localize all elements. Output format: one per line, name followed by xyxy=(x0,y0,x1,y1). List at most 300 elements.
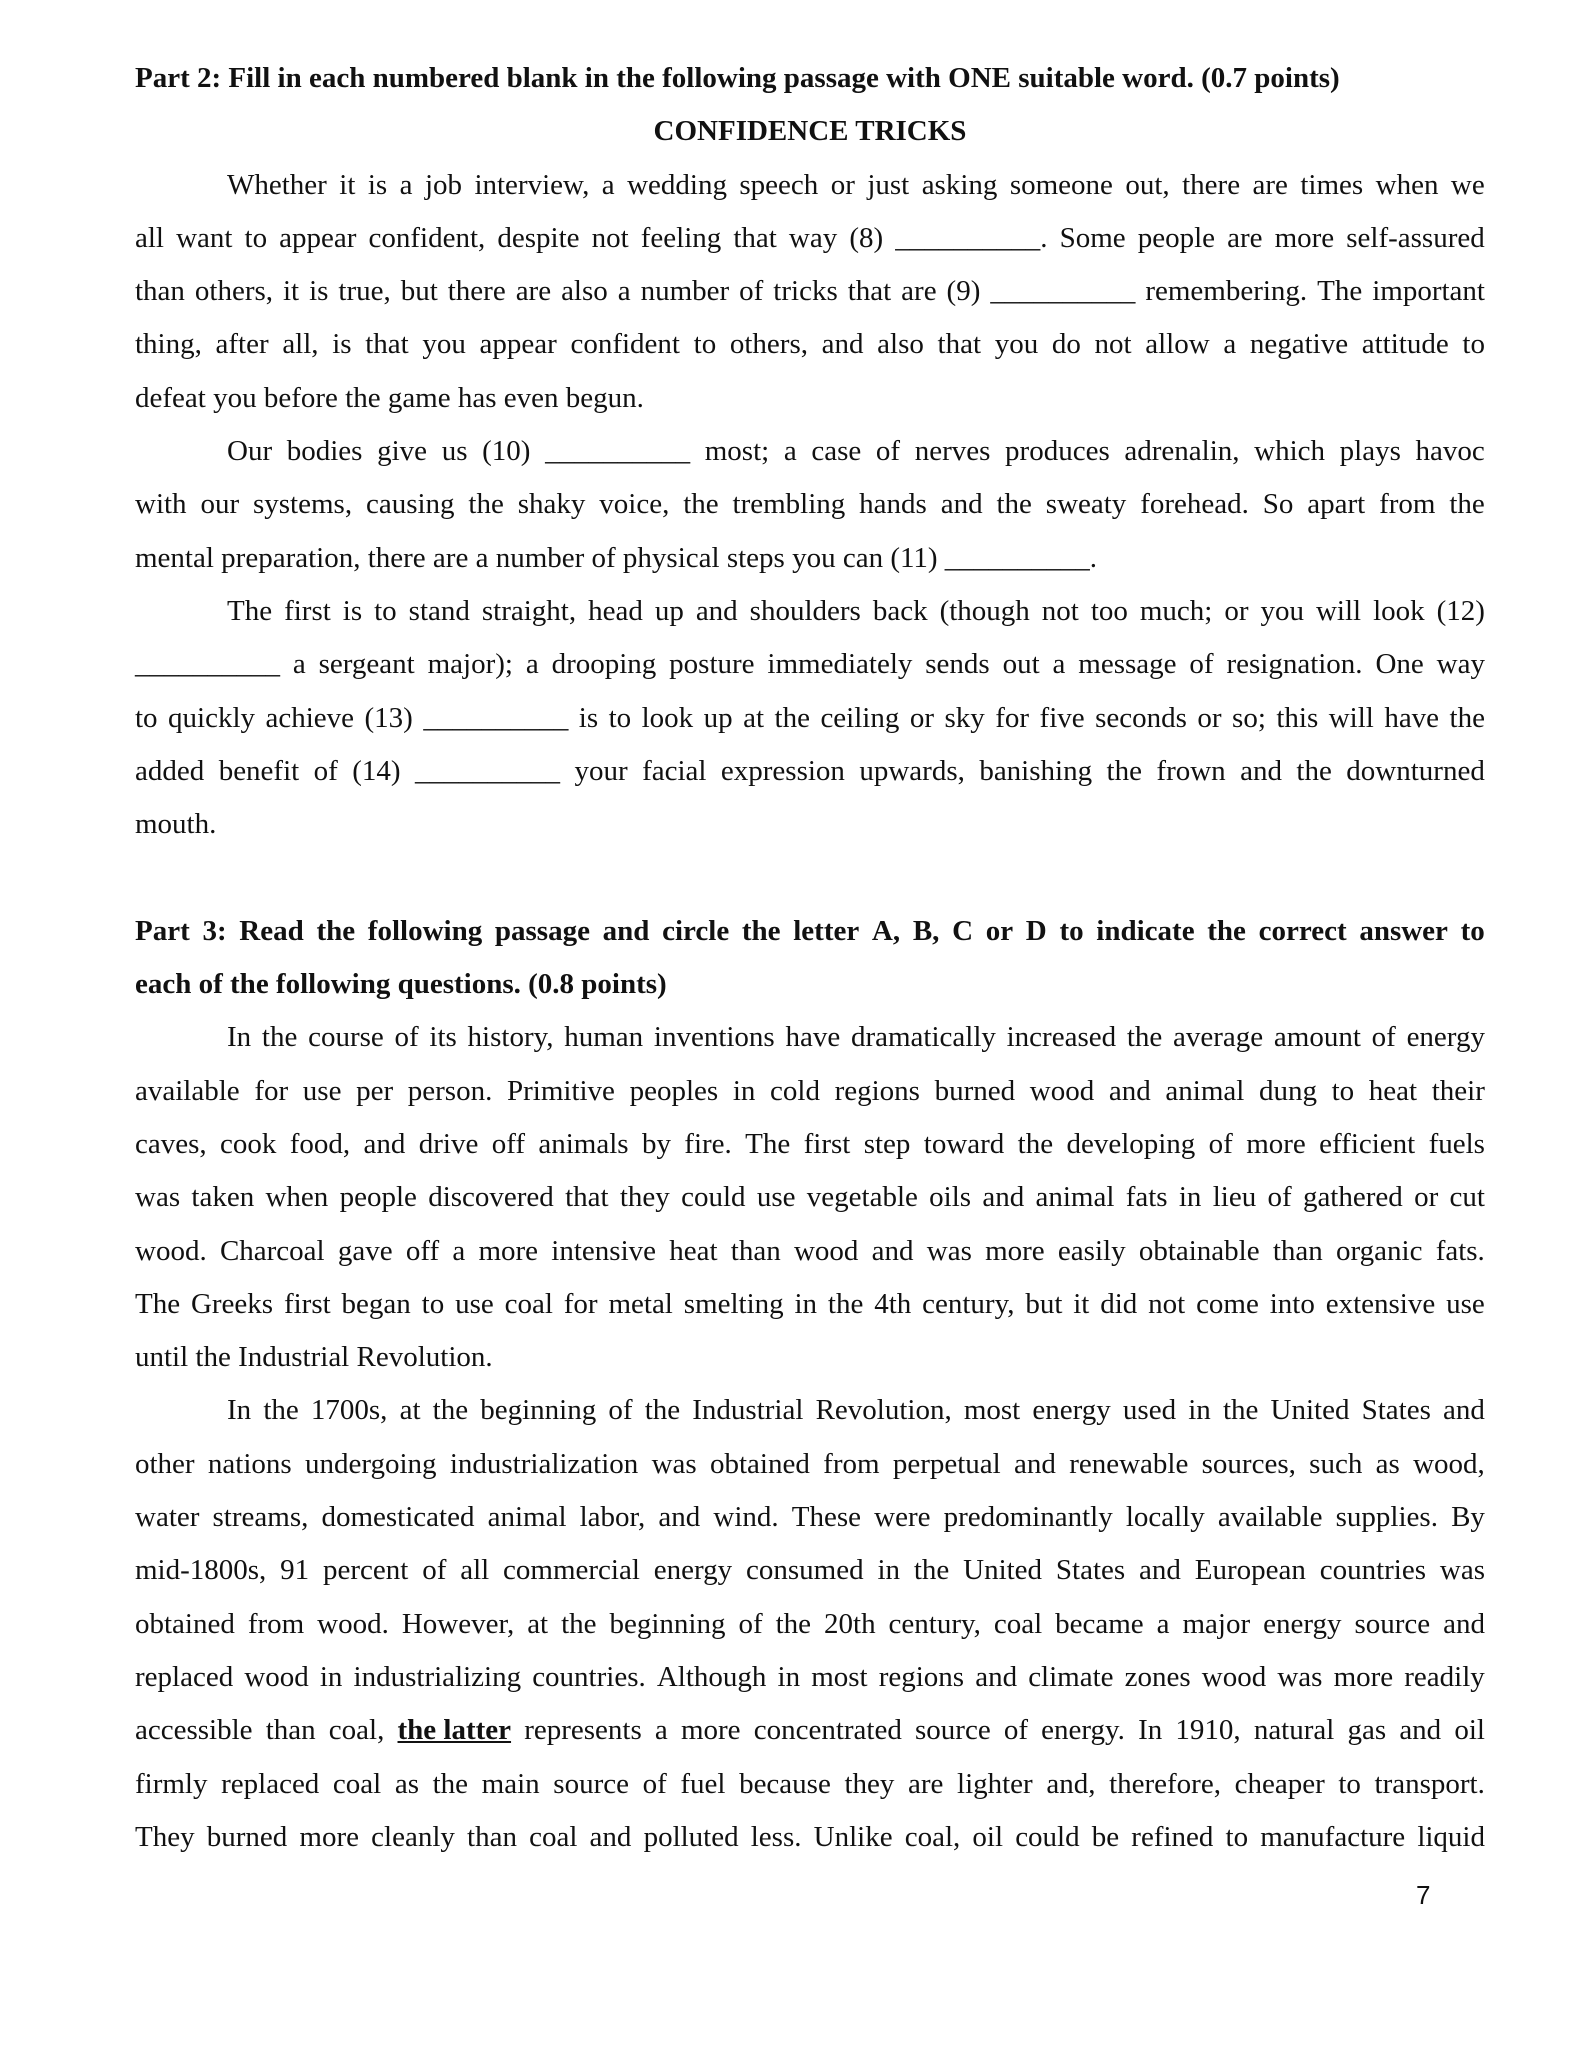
word: vegetable xyxy=(806,1181,918,1214)
word: a xyxy=(525,648,539,681)
word: 1910, xyxy=(1175,1714,1241,1747)
word: in xyxy=(877,1554,900,1587)
word: renewable xyxy=(1069,1447,1189,1480)
word: is xyxy=(578,701,599,734)
word: (12) xyxy=(1436,594,1485,627)
word: more xyxy=(985,1234,1045,1267)
word: than xyxy=(135,275,185,308)
word: So xyxy=(1262,488,1294,521)
word: than xyxy=(265,1714,316,1747)
text-line xyxy=(135,1811,1485,1864)
word: important xyxy=(1372,275,1485,308)
word: was xyxy=(926,1234,972,1267)
word: major xyxy=(1182,1607,1251,1640)
word: for xyxy=(254,1074,289,1107)
word: back xyxy=(872,594,928,627)
word: all, xyxy=(282,328,319,361)
word: cheaper xyxy=(1234,1767,1325,1800)
word: source xyxy=(915,1714,991,1747)
word: want xyxy=(176,221,233,254)
word: main xyxy=(481,1767,540,1800)
word: countries. xyxy=(532,1660,646,1693)
word: your xyxy=(574,754,628,787)
word: frown xyxy=(1156,754,1226,787)
word: __________ xyxy=(135,648,280,681)
word: so; xyxy=(1232,701,1266,734)
word: people xyxy=(339,1181,417,1214)
word: intensive xyxy=(551,1234,656,1267)
underlined-term: the latter xyxy=(397,1714,512,1747)
word: use xyxy=(1446,1287,1485,1320)
word: cleanly xyxy=(371,1820,455,1853)
part3-passage xyxy=(135,1011,1485,1864)
text-line xyxy=(135,478,1485,531)
word: negative xyxy=(1249,328,1349,361)
word: and, xyxy=(1046,1767,1096,1800)
word: after xyxy=(215,328,269,361)
word: cook xyxy=(220,1127,277,1160)
word: forehead. xyxy=(1140,488,1249,521)
word: also xyxy=(561,275,608,308)
word: mental preparation, there are a number of physical steps you can (11) __________. xyxy=(135,541,1098,574)
word: have xyxy=(1384,701,1440,734)
word: course xyxy=(308,1021,384,1054)
word: way xyxy=(1436,648,1485,681)
word: of xyxy=(1003,1714,1029,1747)
word: confident, xyxy=(368,221,486,254)
word: appear xyxy=(279,221,357,254)
word: The xyxy=(1317,275,1363,308)
word: polluted xyxy=(643,1820,739,1853)
word: all xyxy=(460,1554,490,1587)
word: all xyxy=(135,221,164,254)
word: C xyxy=(952,914,974,947)
word: expression xyxy=(720,754,845,787)
word: most xyxy=(811,1660,868,1693)
word: systems, xyxy=(252,488,353,521)
word: plays xyxy=(1339,435,1401,468)
word: the xyxy=(913,1554,950,1587)
text-line xyxy=(135,318,1485,371)
word: self-assured xyxy=(1346,221,1485,254)
word: for xyxy=(995,701,1030,734)
word: __________. xyxy=(895,221,1048,254)
word: benefit xyxy=(218,754,300,787)
word: do xyxy=(1051,328,1081,361)
word: regions xyxy=(834,1074,920,1107)
word: transport. xyxy=(1374,1767,1485,1800)
text-line xyxy=(135,585,1485,638)
word: sky xyxy=(944,701,985,734)
word: smelting xyxy=(683,1287,784,1320)
word: nerves xyxy=(914,435,991,468)
word: coal xyxy=(504,1287,553,1320)
word: (though xyxy=(939,594,1030,627)
word: energy xyxy=(1263,1607,1342,1640)
word: Unlike xyxy=(813,1820,893,1853)
word: other xyxy=(135,1447,195,1480)
word: drive xyxy=(418,1127,479,1160)
word: immediately xyxy=(767,648,913,681)
word: oil xyxy=(972,1820,1004,1853)
word: mid-1800s, xyxy=(135,1554,267,1587)
word: represents xyxy=(524,1714,642,1747)
word: shoulders xyxy=(749,594,861,627)
word: passage xyxy=(494,914,590,947)
word: the xyxy=(1449,701,1485,734)
word: easily xyxy=(1057,1234,1126,1267)
word: obtainable xyxy=(1138,1234,1260,1267)
word: fuel xyxy=(680,1767,726,1800)
word: replaced xyxy=(221,1767,320,1800)
word: bodies xyxy=(286,435,363,468)
word: the xyxy=(432,1394,469,1427)
word: or xyxy=(909,701,934,734)
word: way xyxy=(788,221,838,254)
part3-heading-line-2: each of the following questions. (0.8 points) xyxy=(135,968,667,1001)
word: sends xyxy=(925,648,990,681)
word: industrializing xyxy=(353,1660,522,1693)
word: in xyxy=(1178,1181,1202,1214)
word: firmly xyxy=(135,1767,208,1800)
word: just xyxy=(867,168,910,201)
part2-passage xyxy=(135,159,1485,852)
word: beginning xyxy=(480,1394,597,1427)
word: than xyxy=(730,1234,781,1267)
word: more xyxy=(1333,1660,1394,1693)
word: this xyxy=(1276,701,1319,734)
word: or xyxy=(1414,1181,1439,1214)
word: and xyxy=(975,1660,1018,1693)
word: discovered xyxy=(428,1181,554,1214)
word: a xyxy=(1156,1607,1170,1640)
word: and xyxy=(602,914,650,947)
word: is xyxy=(367,168,388,201)
word: are xyxy=(901,275,937,308)
word: or xyxy=(830,168,855,201)
word: inventions xyxy=(653,1021,775,1054)
word: animals xyxy=(538,1127,629,1160)
word: dramatically xyxy=(850,1021,996,1054)
word: The xyxy=(135,1287,181,1320)
text-line xyxy=(135,1118,1485,1171)
word: to xyxy=(374,594,397,627)
word: extensive xyxy=(1325,1287,1436,1320)
word: for xyxy=(563,1287,598,1320)
word: taken xyxy=(191,1181,255,1214)
word: we xyxy=(1450,168,1485,201)
word: is xyxy=(309,275,329,308)
word: thing, xyxy=(135,328,202,361)
word: most; xyxy=(704,435,770,468)
word: heat xyxy=(669,1234,718,1267)
text-line xyxy=(135,692,1485,745)
word: they xyxy=(619,1181,670,1214)
word: of xyxy=(422,1554,447,1587)
word: Primitive xyxy=(506,1074,615,1107)
word: efficient xyxy=(1319,1127,1416,1160)
page-number: 7 xyxy=(1416,1880,1431,1910)
word: locally xyxy=(1125,1501,1205,1534)
word: banishing xyxy=(979,754,1093,787)
passage-title: CONFIDENCE TRICKS xyxy=(653,115,967,148)
word: times xyxy=(1300,168,1364,201)
word: zones xyxy=(1124,1660,1191,1693)
word: step xyxy=(863,1127,911,1160)
word: D xyxy=(1025,914,1047,947)
word: animal xyxy=(1165,1074,1245,1107)
word: One xyxy=(1375,648,1424,681)
word: are xyxy=(515,275,552,308)
word: oil xyxy=(1454,1714,1485,1747)
word: ceiling xyxy=(820,701,900,734)
word: causing xyxy=(365,488,455,521)
word: was xyxy=(1439,1554,1485,1587)
word: use xyxy=(756,1181,796,1214)
word: available xyxy=(1217,1501,1323,1534)
word: became xyxy=(1055,1607,1144,1640)
word: and xyxy=(1014,1447,1056,1480)
word: as xyxy=(394,1767,420,1800)
word: gave xyxy=(337,1234,393,1267)
word: speech xyxy=(739,168,819,201)
word: correct xyxy=(1258,914,1347,947)
word: the xyxy=(561,1607,597,1640)
word: Although xyxy=(656,1660,767,1693)
word: to xyxy=(135,701,158,734)
word: began xyxy=(341,1287,411,1320)
word: perpetual xyxy=(892,1447,1001,1480)
word: not xyxy=(1148,1287,1186,1320)
word: attitude xyxy=(1361,328,1449,361)
word: beginning xyxy=(609,1607,726,1640)
word: burned xyxy=(934,1074,1016,1107)
word: is xyxy=(342,594,363,627)
word: of xyxy=(1371,1021,1396,1054)
word: not xyxy=(1094,328,1132,361)
word: remembering. xyxy=(1145,275,1308,308)
word: out xyxy=(1002,648,1040,681)
word: more xyxy=(1246,1127,1306,1160)
word: have xyxy=(785,1021,841,1054)
word: the xyxy=(741,914,781,947)
word: seconds xyxy=(1095,701,1187,734)
text-line xyxy=(135,1384,1485,1437)
word: energy xyxy=(653,1554,733,1587)
word: mouth. xyxy=(135,808,217,841)
word: first xyxy=(803,1127,851,1160)
word: human xyxy=(564,1021,644,1054)
word: century, xyxy=(922,1287,1015,1320)
word: but xyxy=(1025,1287,1063,1320)
word: as xyxy=(1375,1447,1400,1480)
text-line xyxy=(135,372,1485,425)
word: B, xyxy=(912,914,940,947)
word: our xyxy=(200,488,240,521)
word: that xyxy=(365,328,409,361)
word: but xyxy=(400,275,438,308)
word: toward xyxy=(923,1127,1005,1160)
word: United xyxy=(963,1554,1043,1587)
word: or xyxy=(1197,701,1222,734)
word: in xyxy=(777,1660,801,1693)
word: major); xyxy=(427,648,513,681)
word: havoc xyxy=(1415,435,1485,468)
word: are xyxy=(908,1767,944,1800)
word: accessible xyxy=(135,1714,253,1747)
word: of xyxy=(875,435,901,468)
text-line xyxy=(135,425,1485,478)
word: not xyxy=(591,221,629,254)
word: gathered xyxy=(1302,1181,1403,1214)
word: at xyxy=(527,1607,549,1640)
word: and xyxy=(658,1501,701,1534)
word: wood xyxy=(1201,1660,1267,1693)
word: the xyxy=(775,1607,812,1640)
word: that xyxy=(565,1181,609,1214)
word: the xyxy=(774,701,810,734)
word: and xyxy=(589,1820,632,1853)
word: manufacture xyxy=(1260,1820,1406,1853)
word: more xyxy=(478,1234,539,1267)
word: also xyxy=(877,328,924,361)
word: head xyxy=(588,594,643,627)
word: feeling xyxy=(640,221,722,254)
text-line xyxy=(135,1491,1485,1544)
word: produces xyxy=(1005,435,1110,468)
word: to xyxy=(608,701,632,734)
word: fats xyxy=(1125,1181,1168,1214)
word: the xyxy=(1296,754,1332,787)
word: animal xyxy=(487,1501,567,1534)
word: 3: xyxy=(202,914,227,947)
word: number xyxy=(640,275,730,308)
word: wood, xyxy=(1413,1447,1485,1480)
word: fats. xyxy=(1435,1234,1485,1267)
word: stand xyxy=(408,594,470,627)
word: and xyxy=(1240,754,1282,787)
word: did xyxy=(1100,1287,1138,1320)
word: United xyxy=(1270,1394,1350,1427)
text-line xyxy=(135,532,1485,585)
word: the xyxy=(827,1287,864,1320)
word: replaced xyxy=(135,1660,234,1693)
word: water xyxy=(135,1501,200,1534)
word: of xyxy=(738,1607,763,1640)
word: They xyxy=(135,1820,195,1853)
word: __________ xyxy=(990,275,1136,308)
word: amount xyxy=(1273,1021,1361,1054)
word: will xyxy=(1328,701,1374,734)
word: the xyxy=(644,1394,681,1427)
word: liquid xyxy=(1417,1820,1485,1853)
word: animal xyxy=(1035,1181,1115,1214)
word: regions xyxy=(878,1660,965,1693)
word: upwards, xyxy=(859,754,965,787)
word: when xyxy=(265,1181,329,1214)
word: Whether xyxy=(227,168,327,201)
text-line xyxy=(135,1758,1485,1811)
word: achieve xyxy=(265,701,355,734)
word: until the Industrial Revolution. xyxy=(135,1341,493,1374)
word: a xyxy=(783,435,797,468)
word: you xyxy=(994,328,1039,361)
word: the xyxy=(1222,1394,1259,1427)
word: too xyxy=(1090,594,1128,627)
word: Our xyxy=(227,435,273,468)
word: a xyxy=(292,648,306,681)
word: history, xyxy=(467,1021,554,1054)
word: In xyxy=(227,1394,252,1427)
part2-heading: Part 2: Fill in each numbered blank in the following passage with ONE suitable word. (0.7 points) xyxy=(135,62,1340,94)
word: five xyxy=(1039,701,1085,734)
word: States xyxy=(1361,1394,1431,1427)
word: caves, xyxy=(135,1127,207,1160)
word: from xyxy=(1379,488,1436,521)
word: a xyxy=(1223,328,1237,361)
word: interview, xyxy=(474,168,590,201)
word: burned xyxy=(206,1820,288,1853)
word: when xyxy=(1375,168,1439,201)
word: that xyxy=(733,221,777,254)
word: tricks xyxy=(773,275,838,308)
word: Greeks xyxy=(190,1287,274,1320)
word: the xyxy=(1449,488,1485,521)
word: industrialization xyxy=(449,1447,639,1480)
word: than xyxy=(467,1820,517,1853)
word: fire. xyxy=(684,1127,732,1160)
word: case xyxy=(811,435,862,468)
word: the xyxy=(996,488,1032,521)
word: indicate xyxy=(1096,914,1195,947)
word: natural xyxy=(1253,1714,1335,1747)
word: resignation. xyxy=(1226,648,1363,681)
word: of xyxy=(642,1767,667,1800)
page-content xyxy=(135,52,1485,1864)
word: heat xyxy=(1368,1074,1418,1107)
word: cold xyxy=(770,1074,820,1107)
word: cut xyxy=(1449,1181,1485,1214)
word: sergeant xyxy=(318,648,415,681)
part3-heading-line-1 xyxy=(135,905,1485,958)
word: increased xyxy=(1006,1021,1117,1054)
word: and xyxy=(1443,1394,1485,1427)
word: despite xyxy=(497,221,580,254)
word: 20th xyxy=(824,1607,876,1640)
word: per xyxy=(356,1074,394,1107)
word: in xyxy=(732,1074,756,1107)
word: and xyxy=(1443,1607,1485,1640)
word: wedding xyxy=(627,168,727,201)
text-line xyxy=(135,1171,1485,1224)
text-line xyxy=(135,1598,1485,1651)
word: A, xyxy=(871,914,901,947)
word: coal xyxy=(993,1607,1043,1640)
word: trembling xyxy=(732,488,846,521)
word: sources, xyxy=(1201,1447,1296,1480)
text-line xyxy=(135,1278,1485,1331)
word: to xyxy=(1059,914,1084,947)
word: following xyxy=(367,914,483,947)
word: consumed xyxy=(746,1554,864,1587)
word: Part xyxy=(135,914,190,947)
word: at xyxy=(743,701,765,734)
word: is xyxy=(332,328,352,361)
word: true, xyxy=(338,275,391,308)
word: downturned xyxy=(1346,754,1485,787)
word: obtained xyxy=(710,1447,810,1480)
word: could xyxy=(1015,1820,1080,1853)
